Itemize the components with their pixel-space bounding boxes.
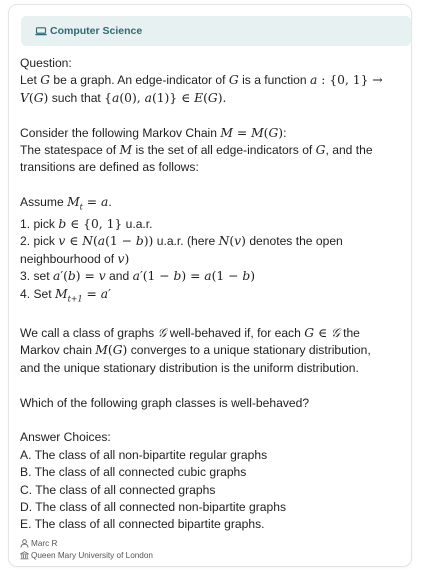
markov-chain-definition: Consider the following Markov Chain M = M(G): The statespace of M is the set of all edge-indicators of G, and the transitions are defined as follows: — [20, 125, 373, 175]
author-row — [20, 538, 153, 550]
person-icon — [20, 539, 29, 548]
subject-tag — [21, 16, 411, 46]
question-heading: Question: — [20, 56, 72, 70]
subject-label: Computer Science — [50, 25, 143, 37]
author-name: Marc R — [31, 539, 58, 548]
transition-steps: Assume $M_t = a$. 1. pick b ∈ {0, 1} u.a.r. 2. pick v ∈ N(a(1 − b)) u.a.r. (here N(v) denotes the open neighbourhood of v) 3. set a′(b) = v and a′(1 − b) = a(1 − b) 4. Set $M_{t+1} = a'$ — [20, 195, 343, 304]
answer-choice-d: D. The class of all connected non-bipartite graphs — [20, 499, 286, 514]
answer-heading: Answer Choices: — [20, 430, 111, 445]
answer-choice-b: B. The class of all connected cubic graphs — [20, 465, 247, 480]
computer-science-icon — [35, 27, 47, 36]
question-prompt: Which of the following graph classes is well-behaved? — [20, 395, 310, 410]
graph-definition: Let G be a graph. An edge-indicator of G is a function a : {0, 1} → V(G) such that {a(0), a(1)} ∈ E(G). — [20, 73, 383, 105]
author-info — [20, 538, 153, 561]
institution-row — [20, 550, 153, 562]
answer-choice-c: C. The class of all connected graphs — [20, 482, 216, 497]
well-behaved-definition: We call a class of graphs 𝒢 well-behaved if, for each G ∈ 𝒢 the Markov chain M(G) converges to a unique stationary distribution, and the unique stationary distribution is the uniform distribution. — [20, 325, 371, 375]
answer-choice-e: E. The class of all connected bipartite graphs. — [20, 517, 265, 532]
question-body — [20, 55, 405, 534]
institution-icon — [20, 551, 29, 560]
answer-choice-a: A. The class of all non-bipartite regular graphs — [20, 447, 268, 462]
author-institution: Queen Mary University of London — [31, 550, 153, 560]
question-card — [8, 4, 412, 567]
